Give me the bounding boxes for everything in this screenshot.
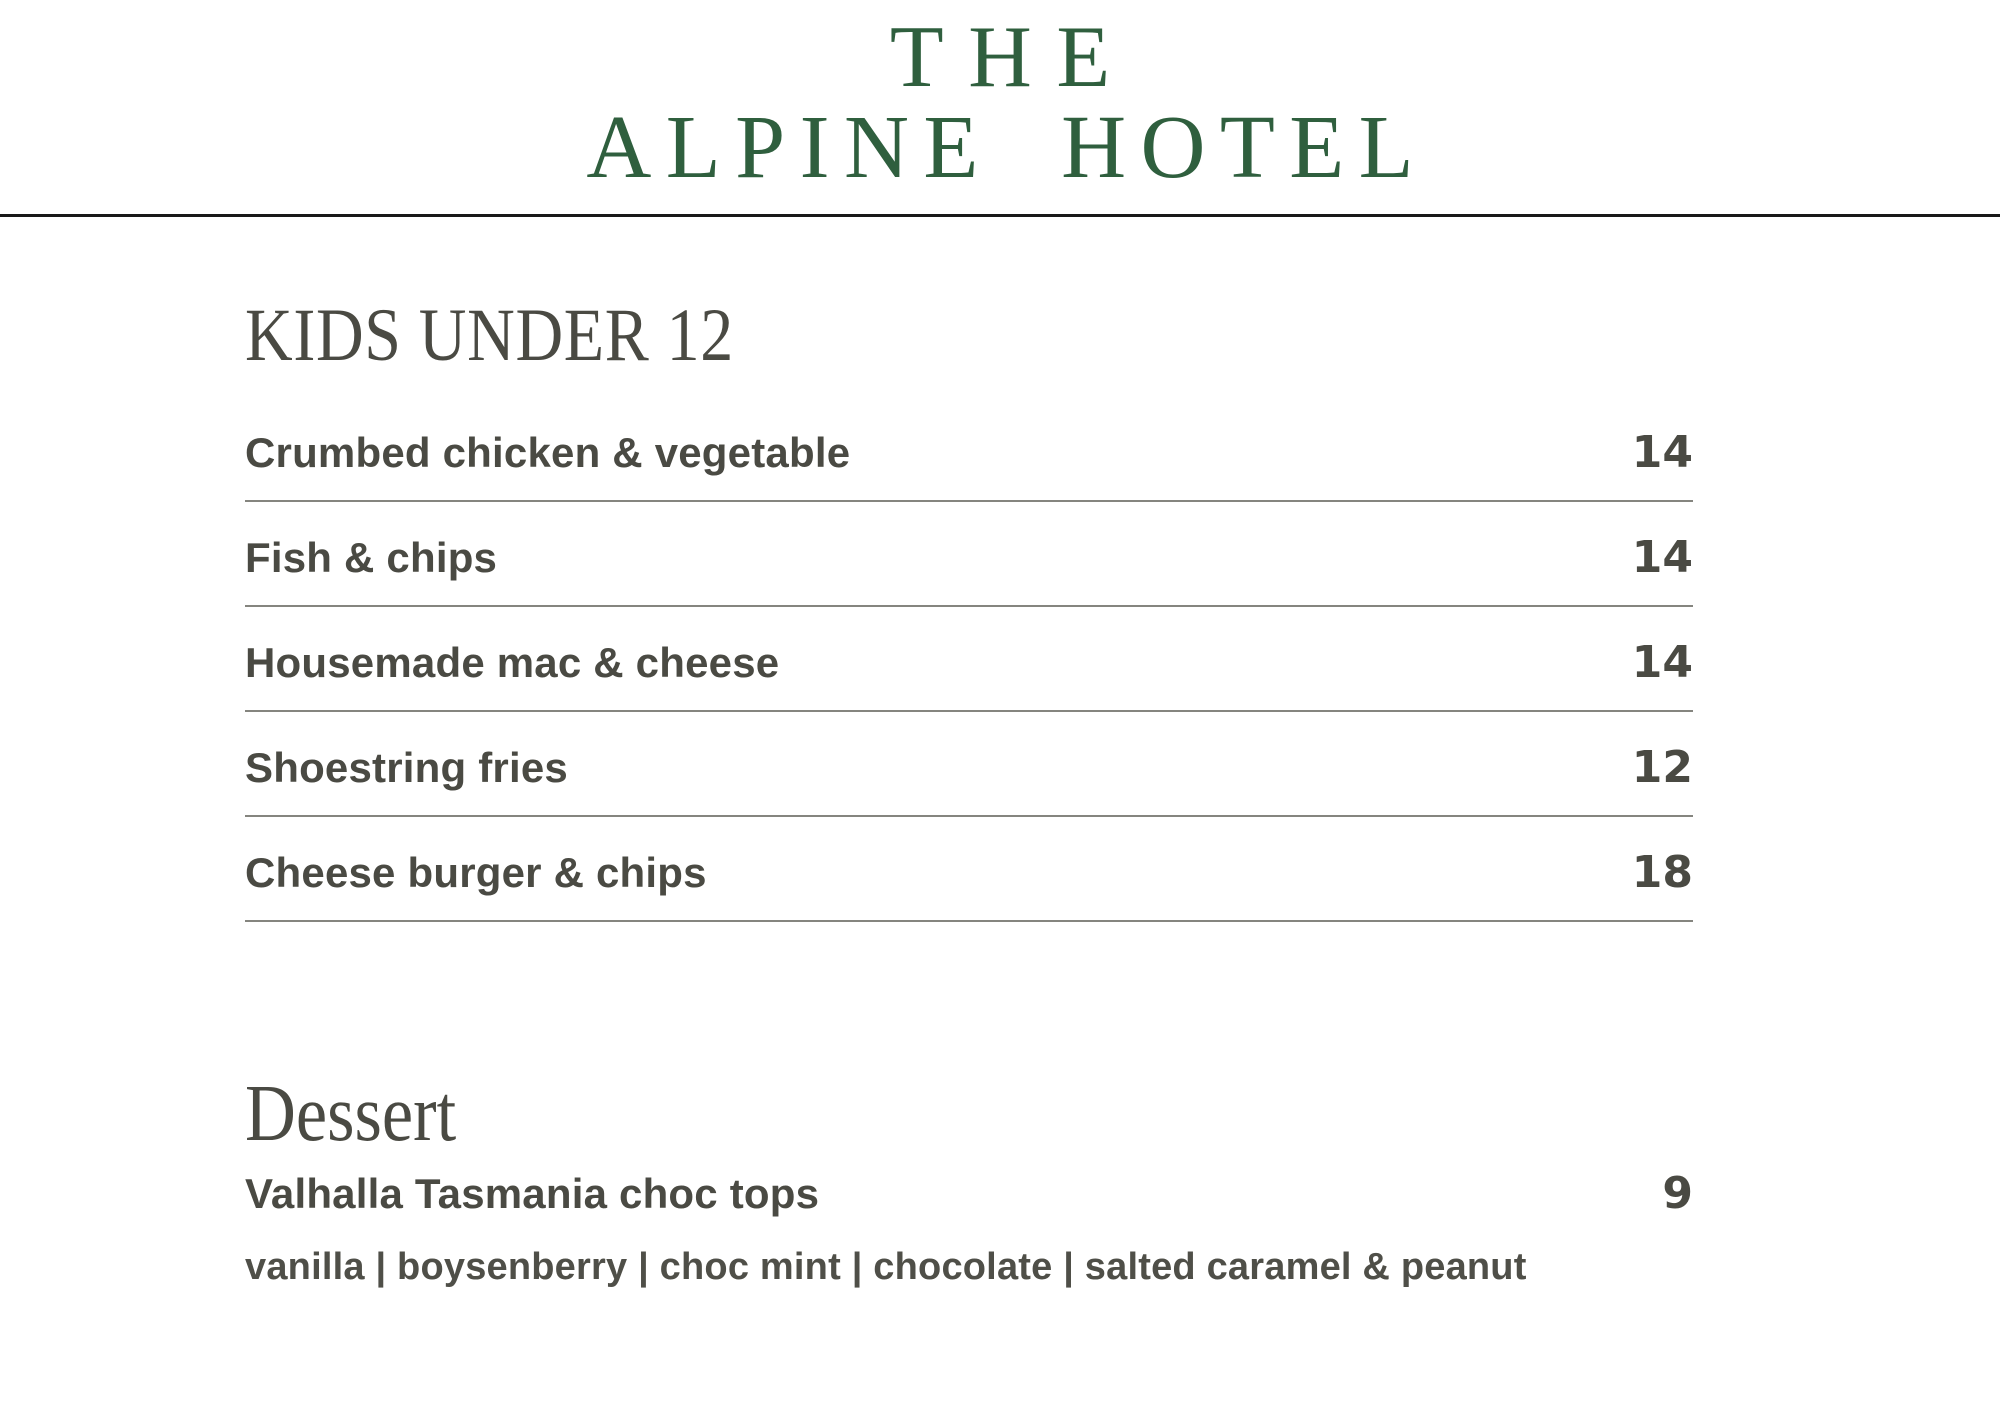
- section-heading-kids: KIDS UNDER 12: [245, 294, 734, 377]
- menu-item-row: [245, 1156, 1693, 1218]
- section-dessert: [245, 1072, 1693, 1290]
- menu-content: [245, 294, 1693, 1290]
- brand-header: [0, 0, 2000, 217]
- item-name: Valhalla Tasmania choc tops: [245, 1170, 820, 1217]
- item-price: 14: [1631, 637, 1693, 688]
- menu-item-row: [245, 502, 1693, 607]
- item-price: 9: [1662, 1168, 1693, 1219]
- item-price: 14: [1631, 427, 1693, 478]
- section-heading-dessert: Dessert: [245, 1070, 457, 1158]
- menu-item-row: [245, 375, 1693, 502]
- item-name: Shoestring fries: [245, 744, 568, 791]
- item-price: 18: [1631, 847, 1693, 898]
- brand-title-line-1: THE: [889, 9, 1135, 106]
- item-name: Crumbed chicken & vegetable: [245, 429, 851, 476]
- menu-item-row: [245, 607, 1693, 712]
- kids-menu-list: [245, 375, 1693, 922]
- menu-item-row: [245, 712, 1693, 817]
- section-kids-under-12: [245, 294, 1693, 922]
- restaurant-name: [0, 9, 2000, 197]
- menu-item-row: [245, 817, 1693, 922]
- item-price: 14: [1631, 532, 1693, 583]
- item-name: Cheese burger & chips: [245, 849, 707, 896]
- brand-title-line-2: ALPINE HOTEL: [586, 98, 1429, 197]
- item-description: vanilla | boysenberry | choc mint | chocolate | salted caramel & peanut: [245, 1246, 1527, 1288]
- item-name: Fish & chips: [245, 534, 498, 581]
- item-price: 12: [1631, 742, 1693, 793]
- item-name: Housemade mac & cheese: [245, 639, 780, 686]
